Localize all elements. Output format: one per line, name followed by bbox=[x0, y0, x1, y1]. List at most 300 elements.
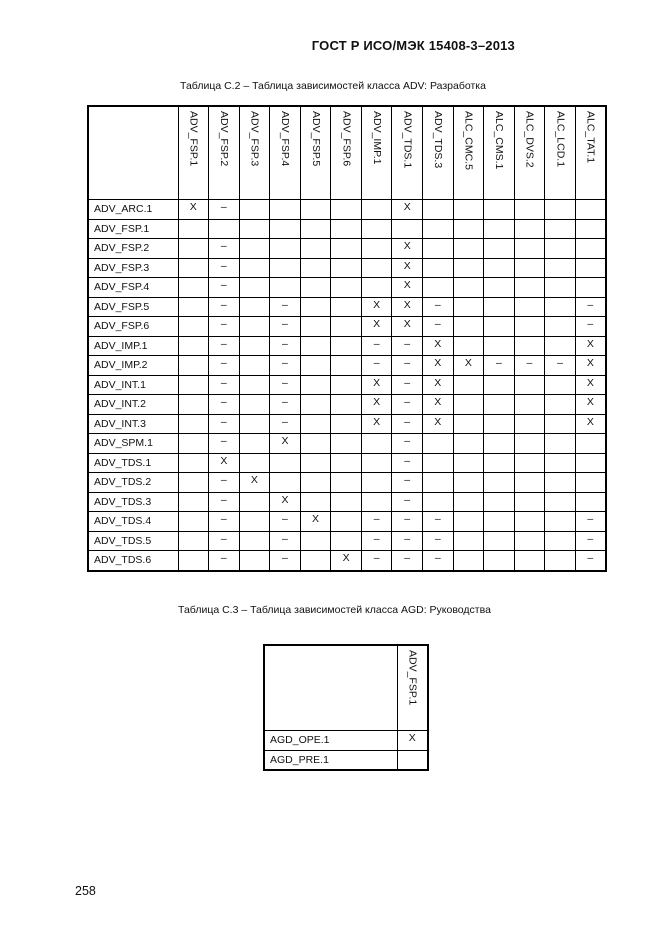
dependency-cell bbox=[331, 297, 362, 317]
dependency-cell: – bbox=[361, 531, 392, 551]
dependency-cell bbox=[423, 492, 454, 512]
dependency-cell: – bbox=[392, 375, 423, 395]
dependency-cell bbox=[484, 512, 515, 532]
dependency-cell bbox=[453, 531, 484, 551]
dependency-cell bbox=[300, 278, 331, 298]
row-label: ADV_INT.2 bbox=[88, 395, 178, 415]
dependency-cell bbox=[545, 239, 576, 259]
dependency-cell bbox=[239, 551, 270, 571]
row-label: ADV_ARC.1 bbox=[88, 200, 178, 220]
row-label: AGD_PRE.1 bbox=[264, 750, 397, 770]
dependency-cell: – bbox=[392, 336, 423, 356]
table-row bbox=[88, 356, 606, 376]
dependency-cell: – bbox=[392, 414, 423, 434]
dependency-cell bbox=[331, 414, 362, 434]
dependency-cell bbox=[270, 473, 301, 493]
dependency-cell bbox=[423, 239, 454, 259]
dependency-cell bbox=[484, 278, 515, 298]
dependency-cell: X bbox=[453, 356, 484, 376]
dependency-cell bbox=[484, 200, 515, 220]
dependency-cell: – bbox=[209, 512, 240, 532]
row-label: ADV_FSP.2 bbox=[88, 239, 178, 259]
dependency-cell bbox=[484, 453, 515, 473]
dependency-cell bbox=[300, 414, 331, 434]
row-label: ADV_FSP.1 bbox=[88, 219, 178, 239]
dependency-cell: X bbox=[392, 317, 423, 337]
dependency-cell bbox=[331, 219, 362, 239]
dependency-cell: – bbox=[514, 356, 545, 376]
dependency-cell: – bbox=[209, 317, 240, 337]
dependency-cell: – bbox=[361, 336, 392, 356]
dependency-cell: – bbox=[392, 356, 423, 376]
dependency-cell bbox=[484, 414, 515, 434]
row-label: ADV_TDS.4 bbox=[88, 512, 178, 532]
dependency-cell bbox=[575, 200, 606, 220]
dependency-cell bbox=[423, 278, 454, 298]
dependency-cell bbox=[331, 492, 362, 512]
dependency-cell bbox=[239, 434, 270, 454]
dependency-cell bbox=[239, 512, 270, 532]
dependency-cell: – bbox=[209, 239, 240, 259]
dependency-cell bbox=[361, 473, 392, 493]
dependency-cell bbox=[361, 492, 392, 512]
dependency-cell bbox=[392, 219, 423, 239]
dependency-cell bbox=[514, 434, 545, 454]
dependency-cell bbox=[300, 239, 331, 259]
dependency-cell bbox=[361, 434, 392, 454]
dependency-cell bbox=[453, 297, 484, 317]
table-row bbox=[88, 512, 606, 532]
dependency-cell: X bbox=[575, 336, 606, 356]
dependency-cell: – bbox=[209, 395, 240, 415]
dependency-cell bbox=[514, 473, 545, 493]
table-row bbox=[88, 278, 606, 298]
dependency-cell: – bbox=[392, 551, 423, 571]
dependency-cell bbox=[270, 219, 301, 239]
dependency-cell: – bbox=[270, 356, 301, 376]
table-row bbox=[88, 395, 606, 415]
dependency-cell: – bbox=[209, 336, 240, 356]
dependency-cell bbox=[545, 473, 576, 493]
dependency-cell bbox=[300, 473, 331, 493]
dependency-cell: – bbox=[423, 297, 454, 317]
dependency-cell bbox=[178, 473, 209, 493]
column-header bbox=[270, 106, 301, 200]
dependency-cell bbox=[453, 453, 484, 473]
dependency-cell: – bbox=[209, 492, 240, 512]
row-label: ADV_TDS.1 bbox=[88, 453, 178, 473]
dependency-cell bbox=[484, 336, 515, 356]
dependency-cell bbox=[453, 414, 484, 434]
dependency-cell bbox=[239, 453, 270, 473]
corner-cell bbox=[88, 106, 178, 200]
dependency-cell: – bbox=[423, 317, 454, 337]
column-header bbox=[514, 106, 545, 200]
row-label: ADV_FSP.3 bbox=[88, 258, 178, 278]
dependency-cell bbox=[484, 317, 515, 337]
dependency-cell bbox=[300, 375, 331, 395]
dependency-cell bbox=[270, 278, 301, 298]
dependency-cell bbox=[331, 239, 362, 259]
dependency-cell bbox=[300, 531, 331, 551]
dependency-cell: – bbox=[270, 375, 301, 395]
dependency-cell bbox=[545, 453, 576, 473]
column-header bbox=[178, 106, 209, 200]
dependency-cell: – bbox=[209, 375, 240, 395]
dependency-cell bbox=[545, 297, 576, 317]
table-c3-agd-dependencies bbox=[263, 644, 429, 771]
dependency-cell: X bbox=[575, 356, 606, 376]
table-c3-body bbox=[264, 731, 428, 771]
dependency-cell bbox=[514, 258, 545, 278]
row-label: ADV_INT.1 bbox=[88, 375, 178, 395]
dependency-cell bbox=[484, 258, 515, 278]
dependency-cell: – bbox=[392, 492, 423, 512]
column-header bbox=[575, 106, 606, 200]
column-header-label: ALC_CMC.5 bbox=[462, 111, 475, 170]
dependency-cell bbox=[575, 239, 606, 259]
dependency-cell: – bbox=[270, 395, 301, 415]
column-header-label: ADV_FSP.1 bbox=[406, 650, 419, 706]
dependency-cell bbox=[178, 453, 209, 473]
dependency-cell: – bbox=[209, 200, 240, 220]
column-header bbox=[331, 106, 362, 200]
dependency-cell bbox=[178, 434, 209, 454]
dependency-cell bbox=[178, 258, 209, 278]
table-row bbox=[88, 551, 606, 571]
dependency-cell: – bbox=[270, 317, 301, 337]
dependency-cell: – bbox=[209, 414, 240, 434]
dependency-cell: – bbox=[575, 531, 606, 551]
dependency-cell bbox=[484, 219, 515, 239]
dependency-cell: – bbox=[361, 551, 392, 571]
dependency-cell: – bbox=[545, 356, 576, 376]
table-row bbox=[264, 731, 428, 751]
table-row bbox=[88, 434, 606, 454]
dependency-cell bbox=[484, 492, 515, 512]
dependency-cell: – bbox=[392, 434, 423, 454]
dependency-cell bbox=[545, 336, 576, 356]
dependency-cell bbox=[514, 551, 545, 571]
table-c3-header-row bbox=[264, 645, 428, 731]
dependency-cell: X bbox=[423, 375, 454, 395]
dependency-cell bbox=[331, 531, 362, 551]
dependency-cell bbox=[300, 258, 331, 278]
dependency-cell: – bbox=[423, 551, 454, 571]
dependency-cell bbox=[300, 492, 331, 512]
dependency-cell bbox=[331, 434, 362, 454]
dependency-cell bbox=[239, 317, 270, 337]
dependency-cell bbox=[514, 375, 545, 395]
column-header bbox=[209, 106, 240, 200]
dependency-cell bbox=[178, 219, 209, 239]
dependency-cell bbox=[361, 219, 392, 239]
dependency-cell bbox=[270, 239, 301, 259]
row-label: ADV_TDS.2 bbox=[88, 473, 178, 493]
dependency-cell bbox=[575, 492, 606, 512]
dependency-cell bbox=[453, 219, 484, 239]
dependency-cell bbox=[484, 531, 515, 551]
column-header-label: ALC_DVS.2 bbox=[523, 111, 536, 168]
dependency-cell: – bbox=[575, 551, 606, 571]
dependency-cell bbox=[514, 297, 545, 317]
dependency-cell bbox=[514, 395, 545, 415]
dependency-cell bbox=[423, 219, 454, 239]
column-header bbox=[392, 106, 423, 200]
dependency-cell: – bbox=[270, 336, 301, 356]
page-number: 258 bbox=[75, 884, 96, 898]
dependency-cell bbox=[300, 297, 331, 317]
dependency-cell bbox=[453, 551, 484, 571]
column-header-label: ALC_TAT.1 bbox=[584, 111, 597, 164]
table-row bbox=[88, 239, 606, 259]
dependency-cell bbox=[270, 200, 301, 220]
dependency-cell bbox=[575, 453, 606, 473]
dependency-cell bbox=[545, 434, 576, 454]
column-header-label: ADV_FSP.6 bbox=[340, 111, 353, 167]
dependency-cell: – bbox=[270, 531, 301, 551]
dependency-cell bbox=[453, 239, 484, 259]
dependency-cell: X bbox=[178, 200, 209, 220]
dependency-cell: – bbox=[575, 297, 606, 317]
dependency-cell bbox=[484, 434, 515, 454]
table-c3-caption: Таблица С.3 – Таблица зависимостей класса AGD: Руководства bbox=[178, 604, 491, 616]
dependency-cell bbox=[423, 258, 454, 278]
row-label: ADV_IMP.1 bbox=[88, 336, 178, 356]
dependency-cell bbox=[270, 453, 301, 473]
dependency-cell bbox=[270, 258, 301, 278]
dependency-cell bbox=[300, 317, 331, 337]
dependency-cell: – bbox=[575, 512, 606, 532]
row-label: ADV_TDS.3 bbox=[88, 492, 178, 512]
dependency-cell: – bbox=[392, 531, 423, 551]
dependency-cell bbox=[453, 200, 484, 220]
dependency-cell bbox=[178, 551, 209, 571]
dependency-cell bbox=[331, 375, 362, 395]
dependency-cell bbox=[178, 414, 209, 434]
dependency-cell bbox=[575, 258, 606, 278]
row-label: ADV_FSP.4 bbox=[88, 278, 178, 298]
dependency-cell bbox=[484, 551, 515, 571]
table-c2-caption: Таблица С.2 – Таблица зависимостей класса ADV: Разработка bbox=[180, 80, 486, 92]
dependency-cell bbox=[575, 434, 606, 454]
dependency-cell bbox=[331, 473, 362, 493]
dependency-cell bbox=[239, 219, 270, 239]
column-header bbox=[545, 106, 576, 200]
row-label: AGD_OPE.1 bbox=[264, 731, 397, 751]
dependency-cell bbox=[514, 336, 545, 356]
dependency-cell: X bbox=[392, 278, 423, 298]
dependency-cell bbox=[178, 317, 209, 337]
dependency-cell bbox=[514, 219, 545, 239]
dependency-cell bbox=[545, 551, 576, 571]
dependency-cell bbox=[453, 317, 484, 337]
dependency-cell bbox=[575, 219, 606, 239]
dependency-cell bbox=[300, 200, 331, 220]
dependency-cell bbox=[545, 375, 576, 395]
dependency-cell bbox=[239, 414, 270, 434]
dependency-cell bbox=[361, 239, 392, 259]
table-row bbox=[88, 453, 606, 473]
dependency-cell bbox=[300, 356, 331, 376]
dependency-cell: – bbox=[209, 258, 240, 278]
dependency-cell: X bbox=[575, 414, 606, 434]
dependency-cell: – bbox=[423, 512, 454, 532]
dependency-cell: X bbox=[300, 512, 331, 532]
dependency-cell bbox=[331, 336, 362, 356]
table-row bbox=[88, 336, 606, 356]
dependency-cell: X bbox=[423, 414, 454, 434]
dependency-cell bbox=[545, 414, 576, 434]
dependency-cell bbox=[300, 395, 331, 415]
table-c2-header-row bbox=[88, 106, 606, 200]
dependency-cell bbox=[545, 219, 576, 239]
dependency-cell bbox=[453, 395, 484, 415]
dependency-cell bbox=[545, 200, 576, 220]
dependency-cell bbox=[178, 239, 209, 259]
dependency-cell: X bbox=[270, 434, 301, 454]
dependency-cell bbox=[514, 278, 545, 298]
dependency-cell: X bbox=[423, 336, 454, 356]
dependency-cell: X bbox=[392, 258, 423, 278]
dependency-cell: – bbox=[392, 473, 423, 493]
dependency-cell: – bbox=[575, 317, 606, 337]
dependency-cell bbox=[423, 473, 454, 493]
dependency-cell bbox=[178, 375, 209, 395]
dependency-cell: – bbox=[392, 512, 423, 532]
dependency-cell bbox=[331, 258, 362, 278]
dependency-cell: X bbox=[392, 297, 423, 317]
dependency-cell bbox=[514, 453, 545, 473]
dependency-cell bbox=[239, 492, 270, 512]
table-c2-body bbox=[88, 200, 606, 571]
dependency-cell bbox=[545, 278, 576, 298]
dependency-cell: – bbox=[209, 473, 240, 493]
column-header bbox=[361, 106, 392, 200]
dependency-cell: X bbox=[575, 395, 606, 415]
corner-cell bbox=[264, 645, 397, 731]
column-header bbox=[484, 106, 515, 200]
dependency-cell bbox=[361, 258, 392, 278]
dependency-cell bbox=[514, 239, 545, 259]
dependency-cell bbox=[300, 219, 331, 239]
dependency-cell: X bbox=[361, 414, 392, 434]
table-row bbox=[88, 297, 606, 317]
column-header bbox=[397, 645, 428, 731]
dependency-cell bbox=[361, 453, 392, 473]
dependency-cell bbox=[514, 492, 545, 512]
dependency-cell: X bbox=[270, 492, 301, 512]
dependency-cell: – bbox=[209, 434, 240, 454]
dependency-cell: X bbox=[423, 356, 454, 376]
dependency-cell bbox=[575, 473, 606, 493]
dependency-cell bbox=[361, 200, 392, 220]
dependency-cell: – bbox=[209, 551, 240, 571]
dependency-cell bbox=[239, 531, 270, 551]
column-header bbox=[300, 106, 331, 200]
dependency-cell bbox=[331, 356, 362, 376]
dependency-cell bbox=[484, 239, 515, 259]
dependency-cell bbox=[453, 434, 484, 454]
row-label: ADV_TDS.6 bbox=[88, 551, 178, 571]
dependency-cell bbox=[239, 395, 270, 415]
table-row bbox=[88, 473, 606, 493]
column-header-label: ALC_CMS.1 bbox=[493, 111, 506, 170]
dependency-cell: – bbox=[392, 395, 423, 415]
column-header-label: ADV_TDS.1 bbox=[401, 111, 414, 169]
table-row bbox=[88, 531, 606, 551]
dependency-cell: – bbox=[361, 356, 392, 376]
dependency-cell bbox=[239, 297, 270, 317]
dependency-cell: X bbox=[392, 239, 423, 259]
dependency-cell: X bbox=[239, 473, 270, 493]
dependency-cell bbox=[423, 434, 454, 454]
table-row bbox=[88, 492, 606, 512]
table-row bbox=[88, 258, 606, 278]
dependency-cell: X bbox=[575, 375, 606, 395]
dependency-cell bbox=[178, 297, 209, 317]
column-header-label: ALC_LCD.1 bbox=[554, 111, 567, 168]
dependency-cell bbox=[453, 512, 484, 532]
dependency-cell bbox=[545, 492, 576, 512]
column-header bbox=[239, 106, 270, 200]
row-label: ADV_SPM.1 bbox=[88, 434, 178, 454]
dependency-cell bbox=[331, 278, 362, 298]
dependency-cell: X bbox=[361, 375, 392, 395]
dependency-cell: – bbox=[209, 356, 240, 376]
row-label: ADV_FSP.5 bbox=[88, 297, 178, 317]
column-header-label: ADV_FSP.2 bbox=[218, 111, 231, 167]
dependency-cell bbox=[178, 531, 209, 551]
dependency-cell: X bbox=[361, 317, 392, 337]
dependency-cell bbox=[453, 492, 484, 512]
dependency-cell bbox=[514, 317, 545, 337]
dependency-cell bbox=[397, 750, 428, 770]
dependency-cell bbox=[453, 258, 484, 278]
table-row bbox=[88, 414, 606, 434]
dependency-cell bbox=[300, 551, 331, 571]
table-row bbox=[88, 375, 606, 395]
dependency-cell: X bbox=[361, 395, 392, 415]
dependency-cell bbox=[545, 531, 576, 551]
dependency-cell bbox=[453, 473, 484, 493]
dependency-cell bbox=[545, 395, 576, 415]
dependency-cell bbox=[484, 375, 515, 395]
table-c2-adv-dependencies bbox=[87, 105, 607, 572]
dependency-cell bbox=[361, 278, 392, 298]
row-label: ADV_INT.3 bbox=[88, 414, 178, 434]
dependency-cell bbox=[331, 453, 362, 473]
dependency-cell bbox=[239, 258, 270, 278]
dependency-cell: – bbox=[423, 531, 454, 551]
row-label: ADV_IMP.2 bbox=[88, 356, 178, 376]
dependency-cell bbox=[178, 492, 209, 512]
column-header-label: ADV_FSP.5 bbox=[309, 111, 322, 167]
column-header-label: ADV_IMP.1 bbox=[370, 111, 383, 165]
dependency-cell bbox=[331, 512, 362, 532]
column-header-label: ADV_TDS.3 bbox=[432, 111, 445, 169]
dependency-cell bbox=[484, 297, 515, 317]
table-row bbox=[88, 317, 606, 337]
column-header bbox=[453, 106, 484, 200]
dependency-cell bbox=[453, 336, 484, 356]
dependency-cell bbox=[178, 512, 209, 532]
column-header-label: ADV_FSP.4 bbox=[279, 111, 292, 167]
table-row bbox=[88, 200, 606, 220]
dependency-cell bbox=[178, 395, 209, 415]
dependency-cell bbox=[453, 375, 484, 395]
dependency-cell bbox=[300, 434, 331, 454]
